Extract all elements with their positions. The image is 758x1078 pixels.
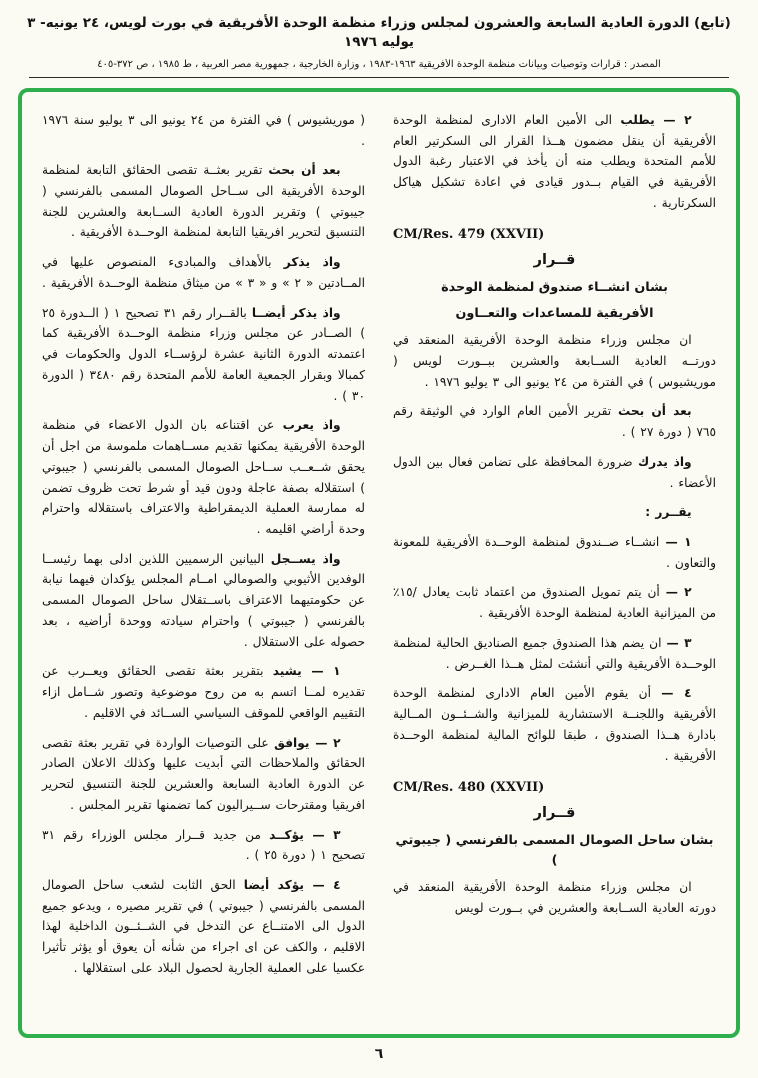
page-number: ٦ — [374, 1045, 384, 1062]
paragraph-lead: واذ يعرب — [282, 418, 341, 433]
resolution-title: قــرار — [533, 252, 576, 269]
resolution-subtitle: بشان ساحل الصومال المسمى بالفرنسي ( جيبوتي ) — [395, 833, 714, 869]
paragraph: بعد أن بحث تقرير الأمين العام الوارد في الوثيقة رقم ٧٦٥ ( دورة ٢٧ ) . — [393, 404, 716, 440]
paragraph: واذ يذكر أيضــا بالقــرار رقم ٣١ تصحيح ١ ( الــدورة ٢٥ ) الصــادر عن مجلس وزراء منظمة الوحــدة الأفريقية كما اعتمدته الدورة الثانية عشرة لرؤســاء الدول والحكومات في كمبالا وبقرار الجمعية العامة للأمم المتحدة رقم ٣٤٨٠ ( الدورة ٣٠ ) . — [42, 305, 366, 403]
paragraph: ٣ — ان يضم هذا الصندوق جميع الصناديق الحالية لمنظمة الوحــدة الأفريقية والتي أنشئت لمثل هــذا الغــرض . — [393, 635, 716, 671]
paragraph — [393, 502, 716, 523]
paragraph: واذ يعرب عن اقتناعه بان الدول الاعضاء في منظمة الوحدة الأفريقية يمكنها تقديم مســاهمات ملموسة من اجل أن يحقق شــعــب ســاحل الصومال المسمى بالفرنسي ( جيبوتي ) استقلاله بصفة عاجلة ودون قيد أو شرط تحت ظروف تضمن له ممارسة العملية الديمقراطية والاعتراف باستقلاله واحترام وحدة أراضي اقليمه . — [42, 418, 365, 536]
resolution-number: CM/Res. 479 (XXVII) — [393, 227, 545, 243]
resolution-subtitle: بشان انشــاء صندوق لمنظمة الوحدة — [441, 280, 668, 296]
paragraph-lead: ٤ — يؤكد أيضا — [243, 878, 341, 893]
paragraph-lead: ٢ — يوافق — [274, 735, 341, 750]
paragraph: ١ — انشــاء صــندوق لمنظمة الوحــدة الأفريقية للمعونة والتعاون . — [393, 534, 716, 570]
column-left — [42, 110, 365, 1024]
resolution-subtitle: الأفريقية للمساعدات والتعــاون — [455, 306, 654, 322]
paragraph: بعد أن بحث تقرير بعثــة تقصى الحقائق التابعة لمنظمة الوحدة الأفريقية الى ســاحل الصومال المسمى بالفرنسي ( جيبوتي ) وتقرير الدورة العادية الســابعة والعشرين للجنة التنسيق لتحرير افريقيا التابعة لمنظمة الوحــدة الأفريقية . — [42, 163, 365, 240]
paragraph: ٤ — أن يقوم الأمين العام الادارى لمنظمة الوحدة الأفريقية واللجنــة الاستشارية للميزانية والشــئــون المــالية بادارة هــذا الصندوق ، طبقا للوائح المالية لمنظمة الوحــدة الأفريقية . — [393, 686, 716, 763]
paragraph-lead: ١ — يشيد — [272, 664, 341, 679]
paragraph-lead: يقــرر : — [645, 505, 692, 520]
paragraph: ٢ — أن يتم تمويل الصندوق من اعتماد ثابت يعادل /١٥٪ من الميزانية العادية لمنظمة الوحدة الأفريقية . — [393, 585, 716, 621]
paragraph-lead: ٢ — — [665, 585, 692, 600]
header-title: (تابع) الدورة العادية السابعة والعشرون لمجلس وزراء منظمة الوحدة الأفريقية في بورت لويس، ٢٤ يونيه- ٣ يوليه ١٩٧٦ — [27, 15, 731, 50]
paragraph: ان مجلس وزراء منظمة الوحدة الأفريقية المنعقد في دورتــه العادية الســابعة والعشرين ببــورت لويس ( موريشيوس ) في الفترة من ٢٤ يونيو الى ٣ يوليو ١٩٧٦ . — [393, 333, 716, 389]
paragraph: واذ يدرك ضرورة المحافظة على تضامن فعال بين الدول الأعضاء . — [393, 454, 716, 490]
resolution-number: CM/Res. 480 (XXVII) — [393, 780, 545, 796]
paragraph: ان مجلس وزراء منظمة الوحدة الأفريقية المنعقد في دورته العادية الســابعة والعشرين في بــورت لويس — [393, 879, 716, 915]
paragraph-lead: واذ يذكر أيضــا — [251, 305, 341, 320]
paragraph: ٢ — يطلب الى الأمين العام الادارى لمنظمة الوحدة الأفريقية أن ينقل مضمون هــذا القرار الى السكرتير العام للأمم المتحدة ويطلب منه أن يأخذ في الاعتبار رغبة الدول الأفريقية في القيام بــدور قيادى في اعادة تشكيل هياكل السكرتارية . — [393, 112, 716, 210]
paragraph-lead: ٤ — — [661, 686, 692, 701]
header-source-line: المصدر : قرارات وتوصيات وبيانات منظمة الوحدة الأفريقية ١٩٦٣-١٩٨٣ ، وزارة الخارجية ، جمهورية مصر العربية ، ط ١٩٨٥ ، ص ٣٧٢-٤٠٥ — [29, 59, 729, 78]
column-right — [393, 110, 716, 1024]
paragraph-lead: بعد أن بحث — [268, 163, 341, 178]
paragraph-lead: واذ يســجل — [270, 551, 341, 566]
paragraph: ٢ — يوافق على التوصيات الواردة في تقرير بعثة تقصى الحقائق والملاحظات التي أبديت عليها وكذلك الاعلان الصادر عن الدورة العادية السابعة والعشرين للجنة التنسيق لتحرير افريقيا ومقترحات ســيراليون كما تضمنها تقرير المجلس . — [42, 735, 365, 812]
resolution-title: قــرار — [533, 805, 576, 822]
paragraph: واذ يســجل البيانين الرسميين اللذين ادلى بهما رئيســا الوفدين الأثيوبي والصومالي امــام المجلس يؤكدان فيهما نيابة عن حكومتيهما الاعتراف باســتقلال ساحل الصومال المسمى بالفرنسي ( جيبوتي ) واحترام سيادته ووحدة أراضيه ، بعد حصوله على الاستقلال . — [42, 551, 365, 649]
paragraph: ( موريشيوس ) في الفترة من ٢٤ يونيو الى ٣ يوليو سنة ١٩٧٦ . — [42, 112, 366, 148]
paragraph: ٣ — يؤكــد من جديد قــرار مجلس الوزراء رقم ٣١ تصحيح ١ ( دورة ٢٥ ) . — [42, 827, 365, 863]
paragraph: ٤ — يؤكد أيضا الحق الثابت لشعب ساحل الصومال المسمى بالفرنسي ( جيبوتي ) في تقرير مصيره ، ويدعو جميع الدول الى الامتنــاع عن التدخل في الشــئــون الداخلية لهذا الاقليم ، والكف عن اى اجراء من شأنه أن يعوق أو يؤثر تأثيرا عكسيا على العملية الجارية لحصول البلاد على استقلالها . — [42, 878, 365, 975]
content-frame — [18, 88, 740, 1038]
paragraph-lead: ٣ — يؤكــد — [269, 827, 341, 842]
paragraph: ١ — يشيد بتقرير بعثة تقصى الحقائق ويعــرب عن تقديره لمــا اتسم به من روح موضوعية وتصور شــامل ازاء التقييم الواقعي للموقف السياسي الســائد في الاقليم . — [42, 664, 365, 720]
paragraph: واذ يذكر بالأهداف والمبادىء المنصوص عليها في المــادتين « ٢ » و « ٣ » من ميثاق منظمة الوحــدة الأفريقية . — [42, 255, 365, 290]
paragraph-lead: واذ يدرك — [638, 454, 692, 469]
paragraph-lead: ٣ — — [666, 635, 692, 650]
paragraph-lead: ١ — — [665, 534, 692, 549]
paragraph-lead: واذ يذكر — [283, 255, 341, 270]
paragraph-lead: بعد أن بحث — [617, 404, 692, 419]
page-footer — [0, 1046, 758, 1062]
paragraph-lead: ٢ — يطلب — [620, 112, 692, 127]
page-header — [0, 0, 758, 78]
